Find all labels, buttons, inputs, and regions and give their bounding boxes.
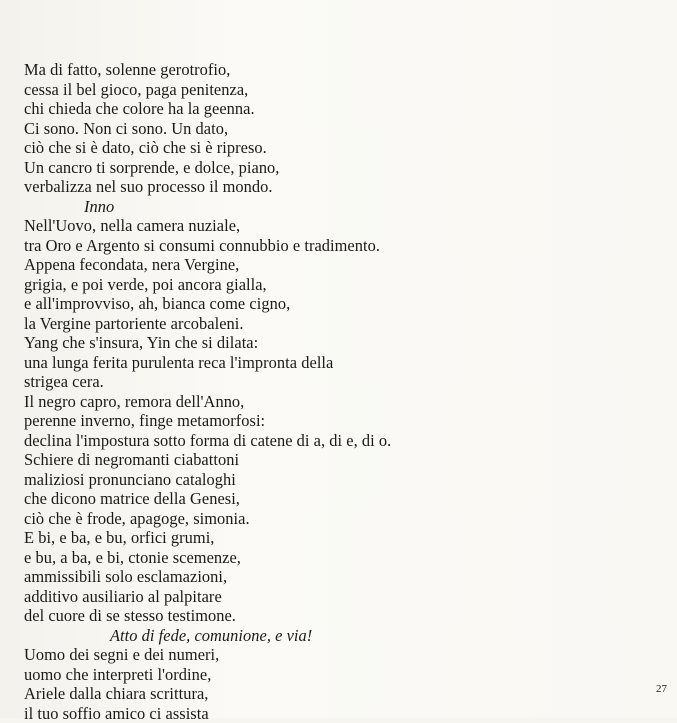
poem-line: cessa il bel gioco, paga penitenza, [24, 80, 664, 100]
poem-line: maliziosi pronunciano cataloghi [24, 470, 664, 490]
poem-heading-atto: Atto di fede, comunione, e via! [24, 626, 664, 646]
poem-line: Yang che s'insura, Yin che si dilata: [24, 333, 664, 353]
poem-line: additivo ausiliario al palpitare [24, 587, 664, 607]
poem-line: perenne inverno, finge metamorfosi: [24, 411, 664, 431]
poem-line: che dicono matrice della Genesi, [24, 489, 664, 509]
poem-line: e all'improvviso, ah, bianca come cigno, [24, 294, 664, 314]
poem-line: Ariele dalla chiara scrittura, [24, 684, 664, 704]
poem-line: Il negro capro, remora dell'Anno, [24, 392, 664, 412]
page-number: 27 [656, 683, 667, 695]
poem-line: la Vergine partoriente arcobaleni. [24, 314, 664, 334]
poem-line: Schiere di negromanti ciabattoni [24, 450, 664, 470]
poem-line: tra Oro e Argento si consumi connubbio e tradimento. [24, 236, 664, 256]
poem-line: del cuore di se stesso testimone. [24, 606, 664, 626]
poem-line: declina l'impostura sotto forma di catene di a, di e, di o. [24, 431, 664, 451]
poem-line: grigia, e poi verde, poi ancora gialla, [24, 275, 664, 295]
poem-line: ammissibili solo esclamazioni, [24, 567, 664, 587]
poem-line: verbalizza nel suo processo il mondo. [24, 177, 664, 197]
poem-line: Appena fecondata, nera Vergine, [24, 255, 664, 275]
poem-line: e bu, a ba, e bi, ctonie scemenze, [24, 548, 664, 568]
poem-body [24, 60, 664, 723]
poem-line: Uomo dei segni e dei numeri, [24, 645, 664, 665]
poem-line: uomo che interpreti l'ordine, [24, 665, 664, 685]
poem-line: Ci sono. Non ci sono. Un dato, [24, 119, 664, 139]
poem-line: una lunga ferita purulenta reca l'impronta della [24, 353, 664, 373]
poem-line: strigea cera. [24, 372, 664, 392]
poem-heading-inno: Inno [24, 197, 664, 217]
poem-line: E bi, e ba, e bu, orfici grumi, [24, 528, 664, 548]
poem-line: Ma di fatto, solenne gerotrofio, [24, 60, 664, 80]
poem-line: il tuo soffio amico ci assista [24, 704, 664, 723]
poem-line: Nell'Uovo, nella camera nuziale, [24, 216, 664, 236]
poem-line: chi chieda che colore ha la geenna. [24, 99, 664, 119]
poem-line: ciò che è frode, apagoge, simonia. [24, 509, 664, 529]
poem-line: ciò che si è dato, ciò che si è ripreso. [24, 138, 664, 158]
poem-line: Un cancro ti sorprende, e dolce, piano, [24, 158, 664, 178]
